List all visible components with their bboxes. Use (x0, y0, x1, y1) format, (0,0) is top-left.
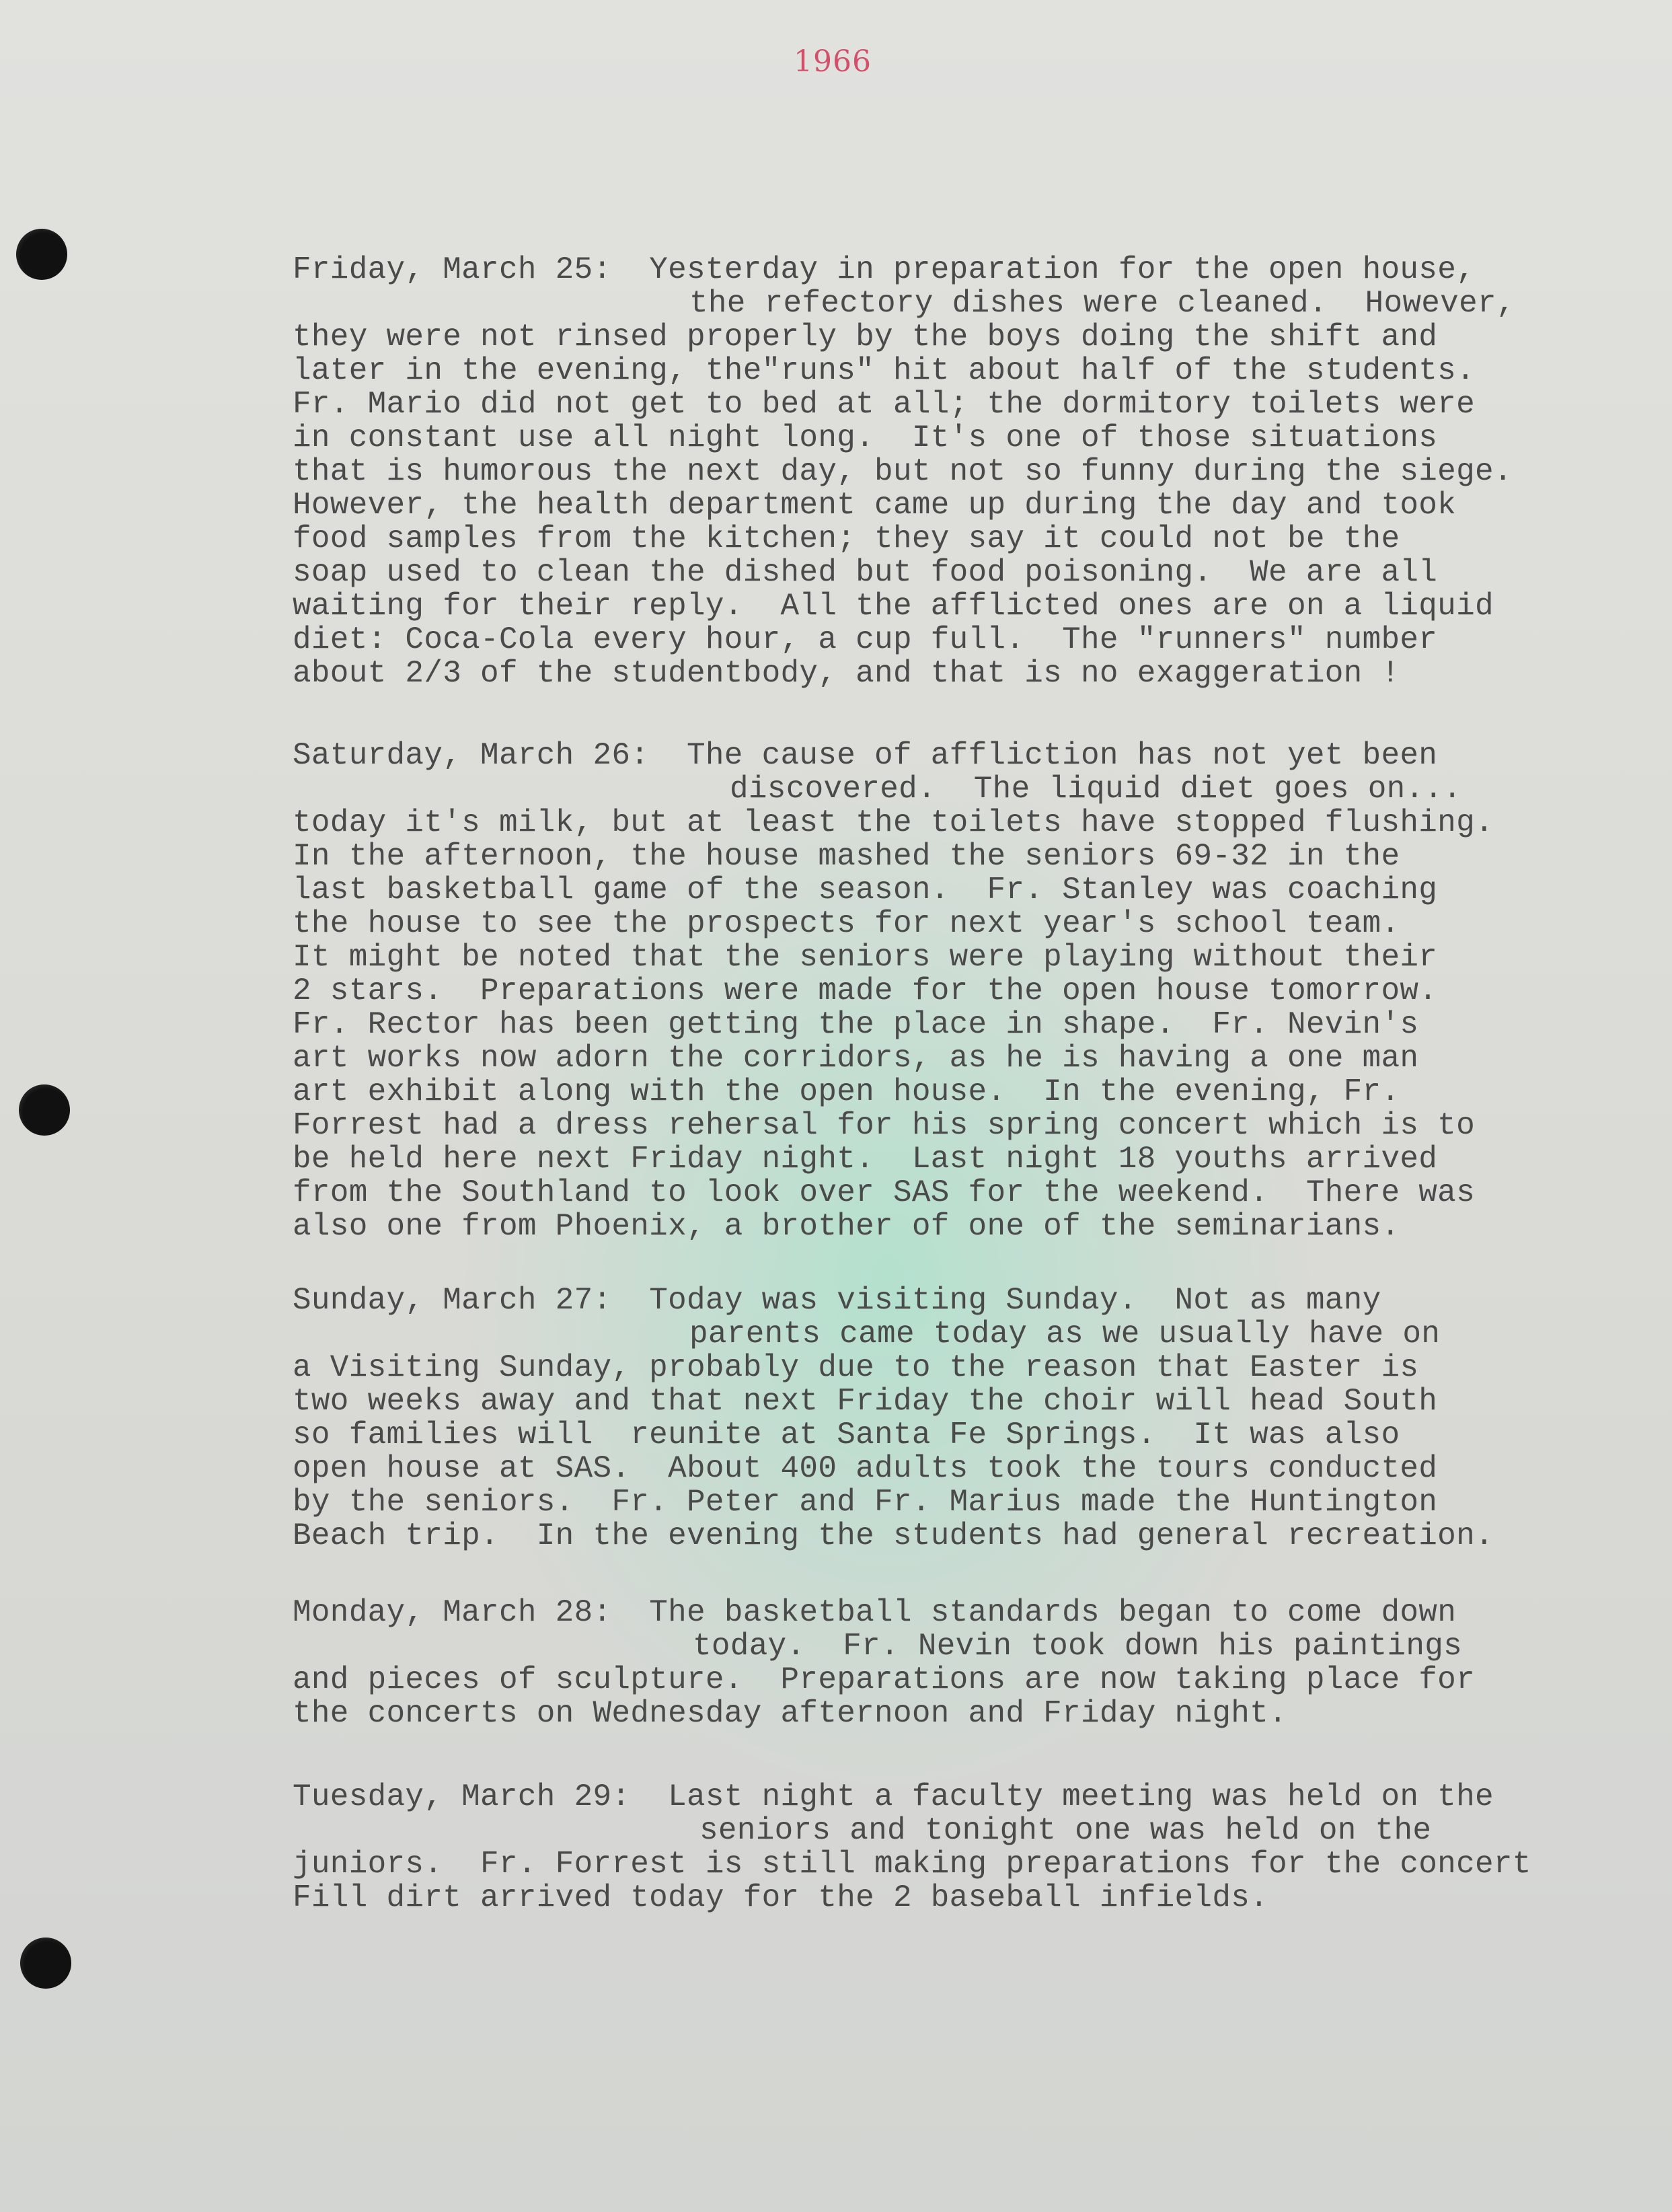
entry-line: a Visiting Sunday, probably due to the reason that Easter is (293, 1350, 1419, 1385)
entry-line: However, the health department came up during the day and took (293, 488, 1457, 523)
diary-entry-saturday (293, 739, 1665, 1243)
entry-line: Fr. Rector has been getting the place in shape. Fr. Nevin's (293, 1007, 1419, 1042)
entry-line: seniors and tonight one was held on the (699, 1813, 1432, 1848)
page-year-header: 1966 (794, 44, 872, 79)
entry-line: today it's milk, but at least the toilets have stopped flushing. (293, 805, 1494, 840)
entry-line: Last night a faculty meeting was held on the (668, 1779, 1494, 1814)
entry-line: in constant use all night long. It's one of those situations (293, 420, 1438, 455)
binder-hole-bottom (20, 1938, 71, 1989)
entry-line: so families will reunite at Santa Fe Springs. It was also (293, 1417, 1400, 1452)
entry-line: Today was visiting Sunday. Not as many (649, 1283, 1381, 1318)
binder-hole-middle (19, 1084, 70, 1136)
entry-line: discovered. The liquid diet goes on... (730, 772, 1462, 807)
diary-entry-tuesday (293, 1780, 1665, 1915)
diary-entry-friday (293, 253, 1665, 690)
binder-hole-top (16, 229, 67, 280)
entry-line: Fill dirt arrived today for the 2 baseball infields. (293, 1880, 1269, 1915)
entry-line: last basketball game of the season. Fr. Stanley was coaching (293, 873, 1438, 908)
entry-line: Yesterday in preparation for the open house, (649, 252, 1476, 287)
entry-line: they were not rinsed properly by the boys doing the shift and (293, 320, 1438, 355)
diary-entry-monday (293, 1596, 1665, 1730)
entry-line: waiting for their reply. All the afflicted ones are on a liquid (293, 589, 1494, 624)
entry-line: The cause of affliction has not yet been (687, 738, 1438, 773)
entry-line: In the afternoon, the house mashed the seniors 69-32 in the (293, 839, 1400, 874)
entry-line: from the Southland to look over SAS for the weekend. There was (293, 1175, 1475, 1210)
entry-line: Fr. Mario did not get to bed at all; the dormitory toilets were (293, 387, 1475, 422)
entry-line: juniors. Fr. Forrest is still making preparations for the concert (293, 1847, 1531, 1882)
entry-line: and pieces of sculpture. Preparations are now taking place for (293, 1662, 1475, 1697)
entry-line: soap used to clean the dished but food poisoning. We are all (293, 555, 1438, 590)
entry-line: about 2/3 of the studentbody, and that is no exaggeration ! (293, 656, 1400, 691)
entry-line: two weeks away and that next Friday the choir will head South (293, 1384, 1438, 1419)
entry-line: open house at SAS. About 400 adults took the tours conducted (293, 1451, 1438, 1486)
entry-line: art works now adorn the corridors, as he is having a one man (293, 1041, 1419, 1076)
entry-line: Beach trip. In the evening the students had general recreation. (293, 1518, 1494, 1553)
entry-line: by the seniors. Fr. Peter and Fr. Marius made the Huntington (293, 1485, 1438, 1520)
diary-entry-sunday (293, 1284, 1665, 1553)
entry-line: the refectory dishes were cleaned. However, (689, 286, 1515, 321)
entry-date: Sunday, March 27: (293, 1283, 612, 1318)
entry-line: later in the evening, the"runs" hit about half of the students. (293, 353, 1475, 388)
entry-line: the house to see the prospects for next year's school team. (293, 906, 1400, 941)
entry-line: that is humorous the next day, but not so funny during the siege. (293, 454, 1513, 489)
entry-line: parents came today as we usually have on (689, 1317, 1441, 1352)
entry-line: today. Fr. Nevin took down his paintings (693, 1629, 1463, 1664)
entry-line: the concerts on Wednesday afternoon and Friday night. (293, 1696, 1287, 1731)
entry-line: The basketball standards began to come down (649, 1595, 1457, 1630)
entry-date: Monday, March 28: (293, 1595, 612, 1630)
entry-date: Saturday, March 26: (293, 738, 650, 773)
entry-date: Tuesday, March 29: (293, 1779, 631, 1814)
entry-line: also one from Phoenix, a brother of one of the seminarians. (293, 1209, 1400, 1244)
entry-line: food samples from the kitchen; they say it could not be the (293, 521, 1400, 556)
entry-line: 2 stars. Preparations were made for the open house tomorrow. (293, 973, 1438, 1008)
entry-date: Friday, March 25: (293, 252, 612, 287)
entry-line: diet: Coca-Cola every hour, a cup full. The "runners" number (293, 622, 1438, 657)
entry-line: art exhibit along with the open house. In the evening, Fr. (293, 1074, 1400, 1109)
entry-line: be held here next Friday night. Last night 18 youths arrived (293, 1142, 1438, 1177)
entry-line: It might be noted that the seniors were playing without their (293, 940, 1438, 975)
entry-line: Forrest had a dress rehersal for his spring concert which is to (293, 1108, 1475, 1143)
